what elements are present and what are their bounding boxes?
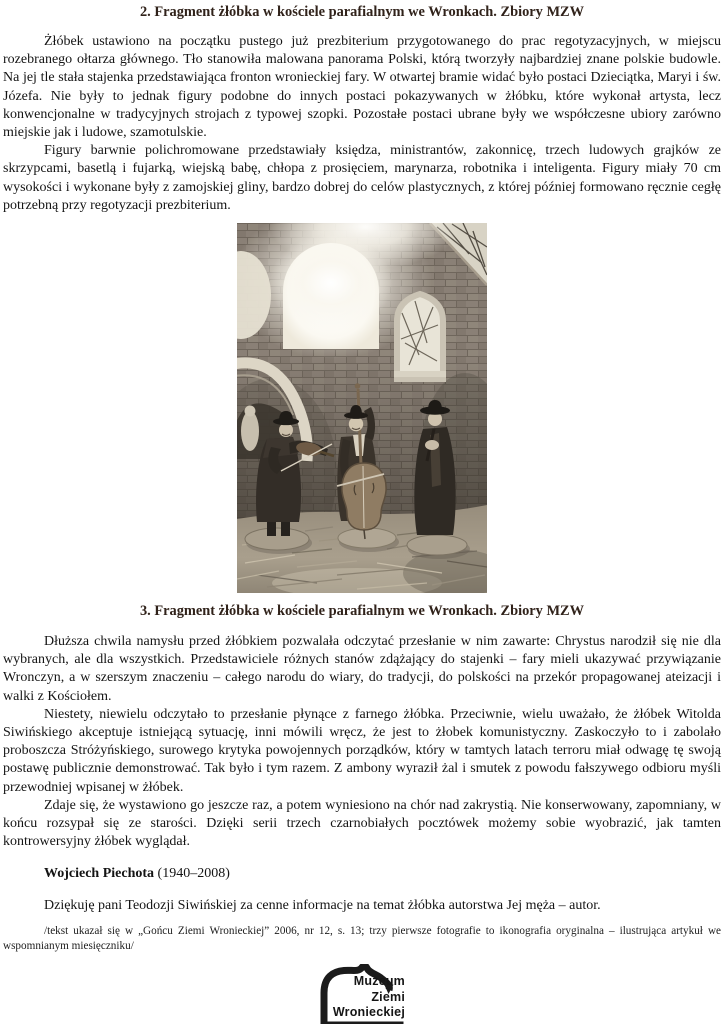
author-line	[3, 865, 721, 883]
logo-text-line: Ziemi	[371, 989, 405, 1004]
author-name: Wojciech Piechota	[44, 866, 155, 882]
bw-photo-illustration	[237, 223, 487, 593]
paragraph-niestety: Niestety, niewielu odczytało to przesłanie płynące z farnego żłóbka. Przeciwnie, wielu uważało, że żłóbek Witolda Siwińskiego akceptuje istniejącą sytuację, inni mówili wręcz, że jest to żłobek komunistyczny. Zaskoczyło to i zabolało proboszcza Stróżyńskiego, surowego krytyka powojennych porządków, który w tamtych latach terroru miał odwagę tę swoją postawę publicznie demonstrować. Tak było i tym razem. Z ambony wyraził żal i smutek z powodu fałszywego odbioru myśli przewodniej wpisanej w żłóbek.	[3, 706, 721, 795]
photo-container	[3, 223, 721, 593]
footnote: /tekst ukazał się w „Gońcu Ziemi Wronieckiej” 2006, nr 12, s. 13; trzy pierwsze fotografie to ikonografia oryginalna – ilustrująca artykuł we wspomnianym miesięczniku/	[3, 924, 721, 953]
paragraph-dluzsza-chwila: Dłuższa chwila namysłu przed żłóbkiem pozwalała odczytać przesłanie w nim zawarte: Chrystus narodził się nie dla wybranych, ale dla wszystkich. Przedstawiciele różnych stanów zdążający do stajenki – fary mieli ukazywać przywiązanie Wronczyn, a w szerszym znaczeniu – całego narodu do wiary, do tradycji, do polskości na przekór propagowanej ateizacji i walki z Kościołem.	[3, 634, 721, 704]
museum-logo-text	[333, 974, 405, 1021]
author-years: (1940–2008)	[154, 866, 230, 882]
logo-text-line: Muzeum	[353, 974, 405, 989]
figure-2-caption: 2. Fragment żłóbka w kościele parafialnym we Wronkach. Zbiory MZW	[139, 4, 585, 20]
figure-3-caption: 3. Fragment żłóbka w kościele parafialnym we Wronkach. Zbiory MZW	[139, 603, 585, 620]
museum-logo	[318, 964, 406, 1024]
paragraph-zdaje-sie: Zdaje się, że wystawiono go jeszcze raz, a potem wyniesiono na chór nad zakrystią. Nie konserwowany, zapomniany, w końcu rozsypał się ze starości. Dzięki serii trzech czarnobiałych pocztówek możemy sobie wyobrazić, jak tamten kontrowersyjny żłóbek wyglądał.	[3, 797, 721, 850]
logo-text-line: Wronieckiej	[332, 1005, 405, 1020]
paragraph-zlobek-ustawiono: Żłóbek ustawiono na początku pustego już prezbiterium przygotowanego do prac regotyzacyjnych, w miejscu rozebranego ołtarza głównego. Tło stanowiła malowana panorama Polski, którą tworzyły najbardziej znane polskie budowle. Na jej tle stała stajenka przedstawiająca fronton wronieckiej fary. W otwartej bramie widać było postaci Dzieciątka, Maryi i św. Józefa. Nie były to jednak figury podobne do innych postaci pokazywanych w żłóbku, które wykonał artysta, lecz konwencjonalne w tradycyjnych strojach z typowej szopki. Pozostałe postaci ubrane były we współczesne ubiory zarówno miejskie jak i ludowe, szamotulskie.	[3, 34, 721, 141]
nativity-scene-photo	[237, 223, 487, 593]
acknowledgement-line: Dziękuję pani Teodozji Siwińskiej za cenne informacje na temat żłóbka autorstwa Jej męża – autor.	[44, 897, 601, 913]
paragraph-figury-barwnie: Figury barwnie polichromowane przedstawiały księdza, ministrantów, zakonnicę, trzech ludowych grajków ze skrzypcami, basetlą i fujarką, wiejską babę, chłopa z prosięciem, marynarza, robotnika i inteligenta. Figury miały 70 cm wysokości i wykonane były z zamojskiej gliny, bardzo dobrej do celów plastycznych, z której później formowano ręcznie cegłę potrzebną przy regotyzacji prezbiterium.	[3, 143, 721, 213]
